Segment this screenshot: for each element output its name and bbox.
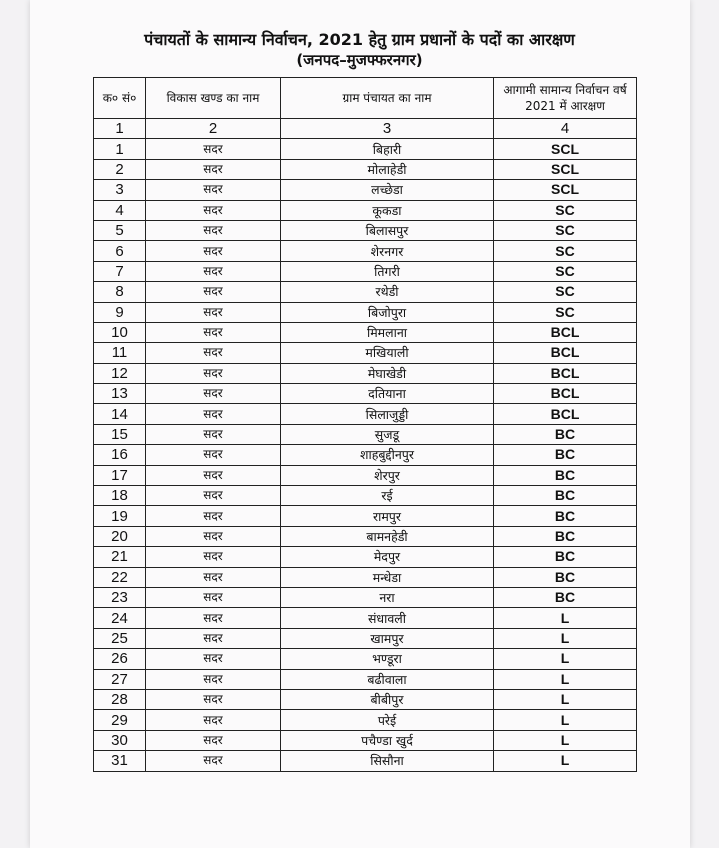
block-name: सदर <box>146 180 281 200</box>
table-row <box>94 465 637 485</box>
reservation-category: L <box>494 751 637 771</box>
serial-number: 25 <box>94 628 146 648</box>
table-row <box>94 710 637 730</box>
block-name: सदर <box>146 608 281 628</box>
serial-number: 9 <box>94 302 146 322</box>
table-row <box>94 506 637 526</box>
block-name: सदर <box>146 261 281 281</box>
block-name: सदर <box>146 730 281 750</box>
gram-panchayat-name: तिगरी <box>281 261 494 281</box>
gram-panchayat-name: रथेडी <box>281 282 494 302</box>
reservation-category: BC <box>494 465 637 485</box>
table-row <box>94 322 637 342</box>
gram-panchayat-name: मेदपुर <box>281 547 494 567</box>
table-row <box>94 139 637 159</box>
table-row <box>94 200 637 220</box>
reservation-category: SC <box>494 302 637 322</box>
table-row <box>94 751 637 771</box>
gram-panchayat-name: शेरनगर <box>281 241 494 261</box>
table-row <box>94 669 637 689</box>
table-row <box>94 261 637 281</box>
serial-number: 3 <box>94 180 146 200</box>
block-name: सदर <box>146 587 281 607</box>
reservation-category: L <box>494 710 637 730</box>
gram-panchayat-name: बिहारी <box>281 139 494 159</box>
gram-panchayat-name: रई <box>281 486 494 506</box>
table-row <box>94 608 637 628</box>
table-row <box>94 730 637 750</box>
reservation-category: L <box>494 669 637 689</box>
serial-number: 17 <box>94 465 146 485</box>
table-row <box>94 567 637 587</box>
block-name: सदर <box>146 404 281 424</box>
serial-number: 24 <box>94 608 146 628</box>
block-name: सदर <box>146 302 281 322</box>
gram-panchayat-name: बिलासपुर <box>281 220 494 240</box>
gram-panchayat-name: मोलाहेडी <box>281 159 494 179</box>
reservation-category: BCL <box>494 363 637 383</box>
block-name: सदर <box>146 363 281 383</box>
header-panchayat: ग्राम पंचायत का नाम <box>281 78 494 119</box>
block-name: सदर <box>146 445 281 465</box>
column-number: 1 <box>94 119 146 139</box>
serial-number: 18 <box>94 486 146 506</box>
reservation-category: BCL <box>494 404 637 424</box>
gram-panchayat-name: मन्धेडा <box>281 567 494 587</box>
block-name: सदर <box>146 282 281 302</box>
document-title: पंचायतों के सामान्य निर्वाचन, 2021 हेतु ग्राम प्रधानों के पदों का आरक्षण <box>144 30 575 49</box>
column-number: 3 <box>281 119 494 139</box>
block-name: सदर <box>146 506 281 526</box>
serial-number: 29 <box>94 710 146 730</box>
table-row <box>94 547 637 567</box>
table-row <box>94 363 637 383</box>
column-number-row <box>94 119 637 139</box>
block-name: सदर <box>146 241 281 261</box>
serial-number: 19 <box>94 506 146 526</box>
reservation-category: SCL <box>494 159 637 179</box>
serial-number: 13 <box>94 384 146 404</box>
table-row <box>94 302 637 322</box>
reservation-category: BC <box>494 567 637 587</box>
gram-panchayat-name: संधावली <box>281 608 494 628</box>
gram-panchayat-name: रामपुर <box>281 506 494 526</box>
reservation-category: BC <box>494 486 637 506</box>
gram-panchayat-name: भण्डूरा <box>281 649 494 669</box>
serial-number: 15 <box>94 424 146 444</box>
gram-panchayat-name: सिसौना <box>281 751 494 771</box>
table-row <box>94 526 637 546</box>
header-row <box>94 78 637 119</box>
reservation-category: BC <box>494 547 637 567</box>
table-row <box>94 587 637 607</box>
reservation-category: BCL <box>494 384 637 404</box>
table-row <box>94 180 637 200</box>
table-row <box>94 445 637 465</box>
reservation-category: SC <box>494 241 637 261</box>
reservation-category: BCL <box>494 343 637 363</box>
gram-panchayat-name: मखियाली <box>281 343 494 363</box>
block-name: सदर <box>146 547 281 567</box>
gram-panchayat-name: बिजोपुरा <box>281 302 494 322</box>
header-reservation: आगामी सामान्य निर्वाचन वर्ष 2021 में आरक्षण <box>494 78 637 119</box>
serial-number: 2 <box>94 159 146 179</box>
serial-number: 14 <box>94 404 146 424</box>
block-name: सदर <box>146 710 281 730</box>
reservation-category: SCL <box>494 180 637 200</box>
table-row <box>94 384 637 404</box>
serial-number: 28 <box>94 689 146 709</box>
block-name: सदर <box>146 486 281 506</box>
block-name: सदर <box>146 649 281 669</box>
serial-number: 11 <box>94 343 146 363</box>
serial-number: 12 <box>94 363 146 383</box>
table-row <box>94 220 637 240</box>
reservation-category: SC <box>494 282 637 302</box>
serial-number: 27 <box>94 669 146 689</box>
serial-number: 26 <box>94 649 146 669</box>
reservation-category: BC <box>494 526 637 546</box>
serial-number: 31 <box>94 751 146 771</box>
gram-panchayat-name: लच्छेडा <box>281 180 494 200</box>
header-block: विकास खण्ड का नाम <box>146 78 281 119</box>
gram-panchayat-name: बीबीपुर <box>281 689 494 709</box>
block-name: सदर <box>146 567 281 587</box>
gram-panchayat-name: बढीवाला <box>281 669 494 689</box>
serial-number: 22 <box>94 567 146 587</box>
serial-number: 6 <box>94 241 146 261</box>
gram-panchayat-name: नरा <box>281 587 494 607</box>
block-name: सदर <box>146 159 281 179</box>
block-name: सदर <box>146 200 281 220</box>
reservation-table <box>93 77 637 772</box>
reservation-category: L <box>494 730 637 750</box>
block-name: सदर <box>146 526 281 546</box>
gram-panchayat-name: खामपुर <box>281 628 494 648</box>
reservation-category: BC <box>494 506 637 526</box>
serial-number: 21 <box>94 547 146 567</box>
column-number: 2 <box>146 119 281 139</box>
block-name: सदर <box>146 384 281 404</box>
reservation-category: SCL <box>494 139 637 159</box>
gram-panchayat-name: पचैण्डा खुर्द <box>281 730 494 750</box>
header-serial: क० सं० <box>94 78 146 119</box>
serial-number: 7 <box>94 261 146 281</box>
reservation-category: SC <box>494 220 637 240</box>
gram-panchayat-name: बामनहेडी <box>281 526 494 546</box>
gram-panchayat-name: सिलाजुड्डी <box>281 404 494 424</box>
block-name: सदर <box>146 343 281 363</box>
block-name: सदर <box>146 424 281 444</box>
reservation-category: L <box>494 608 637 628</box>
block-name: सदर <box>146 220 281 240</box>
gram-panchayat-name: मेघाखेडी <box>281 363 494 383</box>
column-number: 4 <box>494 119 637 139</box>
table-row <box>94 404 637 424</box>
serial-number: 1 <box>94 139 146 159</box>
reservation-category: SC <box>494 261 637 281</box>
gram-panchayat-name: शाहबुद्दीनपुर <box>281 445 494 465</box>
gram-panchayat-name: कूकडा <box>281 200 494 220</box>
serial-number: 10 <box>94 322 146 342</box>
table-row <box>94 159 637 179</box>
gram-panchayat-name: सुजडू <box>281 424 494 444</box>
reservation-category: BC <box>494 424 637 444</box>
serial-number: 16 <box>94 445 146 465</box>
table-row <box>94 424 637 444</box>
gram-panchayat-name: मिमलाना <box>281 322 494 342</box>
reservation-category: L <box>494 628 637 648</box>
document-subtitle: (जनपद–मुजफ्फरनगर) <box>296 51 423 69</box>
table-row <box>94 689 637 709</box>
table-row <box>94 628 637 648</box>
table-row <box>94 486 637 506</box>
reservation-category: BC <box>494 445 637 465</box>
table-row <box>94 241 637 261</box>
reservation-category: BC <box>494 587 637 607</box>
block-name: सदर <box>146 139 281 159</box>
block-name: सदर <box>146 628 281 648</box>
table-row <box>94 343 637 363</box>
reservation-category: L <box>494 649 637 669</box>
serial-number: 4 <box>94 200 146 220</box>
gram-panchayat-name: दतियाना <box>281 384 494 404</box>
block-name: सदर <box>146 751 281 771</box>
serial-number: 5 <box>94 220 146 240</box>
block-name: सदर <box>146 669 281 689</box>
block-name: सदर <box>146 465 281 485</box>
block-name: सदर <box>146 322 281 342</box>
reservation-category: L <box>494 689 637 709</box>
serial-number: 20 <box>94 526 146 546</box>
reservation-category: SC <box>494 200 637 220</box>
gram-panchayat-name: शेरपुर <box>281 465 494 485</box>
reservation-category: BCL <box>494 322 637 342</box>
block-name: सदर <box>146 689 281 709</box>
serial-number: 30 <box>94 730 146 750</box>
gram-panchayat-name: परेई <box>281 710 494 730</box>
table-body <box>94 139 637 771</box>
table-row <box>94 649 637 669</box>
serial-number: 23 <box>94 587 146 607</box>
bottom-margin <box>0 848 719 865</box>
table-row <box>94 282 637 302</box>
serial-number: 8 <box>94 282 146 302</box>
